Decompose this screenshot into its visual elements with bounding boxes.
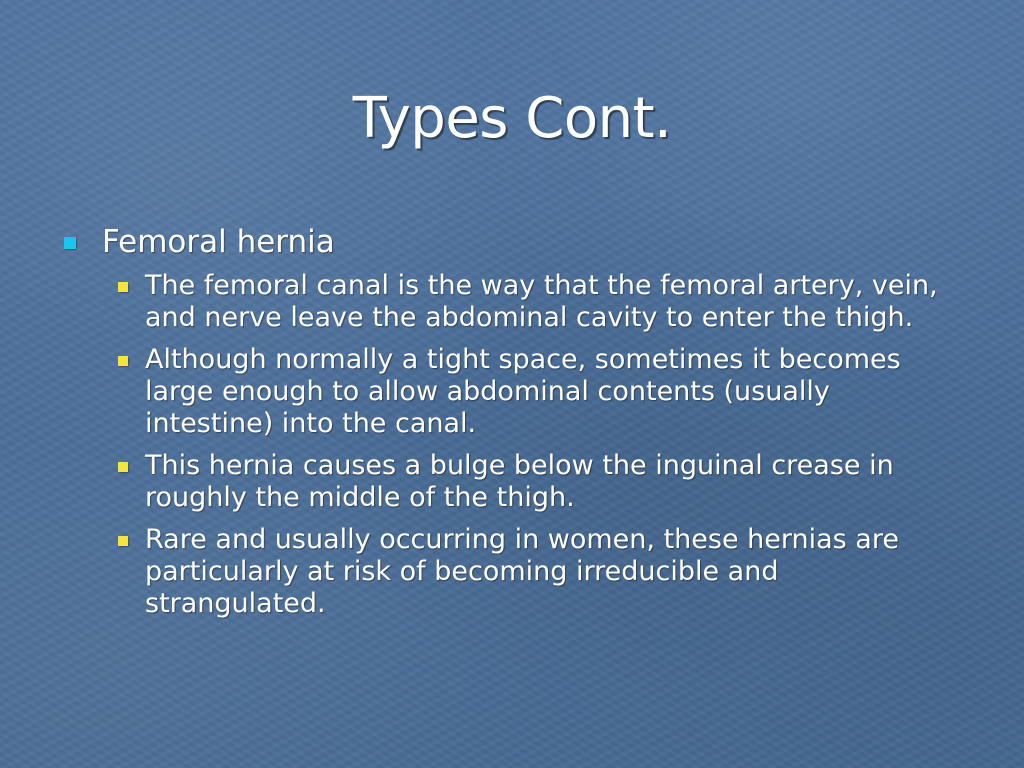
sub-bullet-item <box>145 344 945 440</box>
sub-bullet-list <box>60 270 945 620</box>
sub-bullet-item <box>145 270 945 334</box>
sub-bullet-text: The femoral canal is the way that the femoral artery, vein, and nerve leave the abdominal cavity to enter the thigh. <box>145 270 938 333</box>
square-bullet-icon <box>118 282 128 292</box>
sub-bullet-text: Although normally a tight space, sometimes it becomes large enough to allow abdominal contents (usually intestine) into the canal. <box>145 344 901 439</box>
square-bullet-icon <box>118 356 128 366</box>
sub-bullet-text: This hernia causes a bulge below the inguinal crease in roughly the middle of the thigh. <box>145 450 894 513</box>
sub-bullet-item <box>145 450 945 514</box>
sub-bullet-text: Rare and usually occurring in women, these hernias are particularly at risk of becoming irreducible and strangulated. <box>145 524 899 619</box>
bullet-text: Femoral hernia <box>102 224 335 260</box>
square-bullet-icon <box>118 536 128 546</box>
sub-bullet-item <box>145 524 945 620</box>
square-bullet-icon <box>118 462 128 472</box>
square-bullet-icon <box>64 237 76 249</box>
bullet-item-femoral-hernia <box>60 222 960 262</box>
slide-content <box>60 222 960 630</box>
slide-title: Types Cont. <box>352 86 672 151</box>
